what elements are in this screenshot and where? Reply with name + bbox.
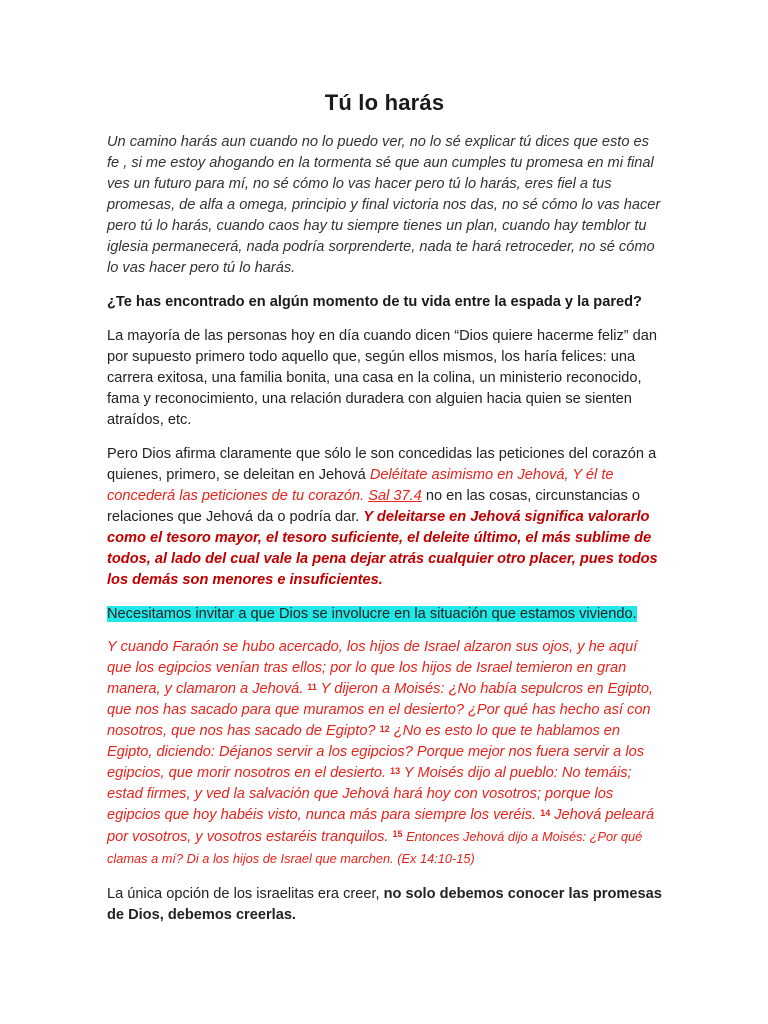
psalm-reference-link[interactable]: Sal 37.4: [368, 488, 422, 504]
verse-13: Y Moisés dijo al pueblo: No temáis; estad firmes, y ved la salvación que Jehová hará hoy con vosotros; porque los egipcios que hoy habéis visto, nunca más para siempre los veréis.: [107, 765, 632, 823]
scripture-reference: (Ex 14:10-15): [393, 851, 475, 866]
verse-number-14: 14: [540, 808, 551, 818]
closing-paragraph: [107, 884, 662, 926]
verse-15: Entonces Jehová dijo a Moisés: ¿Por qué clamas a mí? Di a los hijos de Israel que marchen.: [107, 829, 643, 866]
paragraph-delight: [107, 444, 662, 591]
verse-number-12: 12: [379, 724, 390, 734]
delight-middle-text: no en las cosas, circunstancias o relaciones que Jehová da o podría dar.: [107, 488, 641, 525]
verse-number-15: 15: [392, 829, 403, 839]
psalm-quote: Deléitate asimismo en Jehová, Y él te concederá las peticiones de tu corazón.: [107, 467, 614, 504]
exodus-scripture: [107, 637, 662, 870]
verse-14: Jehová peleará por vosotros, y vosotros estaréis tranquilos.: [107, 807, 655, 845]
document-title: Tú lo harás: [324, 90, 445, 115]
highlighted-paragraph: [107, 604, 662, 625]
verse-11: Y dijeron a Moisés: ¿No había sepulcros en Egipto, que nos has sacado para que muramos en el desierto? ¿Por qué has hecho así con nosotros, que nos has sacado de Egipto?: [107, 681, 654, 739]
question-heading: ¿Te has encontrado en algún momento de tu vida entre la espada y la pared?: [107, 294, 642, 310]
paragraph-happiness: La mayoría de las personas hoy en día cuando dicen “Dios quiere hacerme feliz” dan por supuesto primero todo aquello que, según ellos mismos, los haría felices: una carrera exitosa, una familia bonita, una casa en la colina, un ministerio reconocido, fama y reconocimiento, una relación duradera con alguien hacia quien se sienten atraídos, etc.: [107, 328, 658, 428]
verse-number-13: 13: [390, 766, 401, 776]
verse-12: ¿No es esto lo que te hablamos en Egipto, diciendo: Déjanos servir a los egipcios? Porque mejor nos fuera servir a los egipcios, que morir nosotros en el desierto.: [107, 723, 644, 781]
verse-number-11: 11: [307, 682, 317, 692]
highlighted-text: Necesitamos invitar a que Dios se involucre en la situación que estamos viviendo.: [107, 606, 637, 622]
closing-bold-text: no solo debemos conocer las promesas de Dios, debemos creerlas.: [107, 886, 662, 923]
verse-10: Y cuando Faraón se hubo acercado, los hijos de Israel alzaron sus ojos, y he aquí que los egipcios venían tras ellos; por lo que los hijos de Israel temieron en gran manera, y clamaron a Jehová.: [107, 639, 638, 697]
delight-emphasis: Y deleitarse en Jehová significa valorarlo como el tesoro mayor, el tesoro suficiente, el deleite último, el más sublime de todos, al lado del cual vale la pena dejar atrás cualquier otro placer, pues todos los demás son menores e insuficientes.: [107, 509, 658, 588]
delight-lead-text: Pero Dios afirma claramente que sólo le son concedidas las peticiones del corazón a quienes, primero, se deleitan en Jehová: [107, 446, 657, 483]
intro-paragraph: Un camino harás aun cuando no lo puedo ver, no lo sé explicar tú dices que esto es fe , si me estoy ahogando en la tormenta sé que aun cumples tu promesa en mi final ves un futuro para mí, no sé cómo lo vas hacer pero tú lo harás, eres fiel a tus promesas, de alfa a omega, principio y final victoria nos das, no sé cómo lo vas hacer pero tú lo harás, cuando caos hay tu siempre tienes un plan, cuando hay temblor tu iglesia permanecerá, nada podría sorprenderte, nada te hará retroceder, no sé cómo lo vas hacer pero tú lo harás.: [107, 134, 661, 276]
closing-lead-text: La única opción de los israelitas era creer,: [107, 886, 384, 902]
